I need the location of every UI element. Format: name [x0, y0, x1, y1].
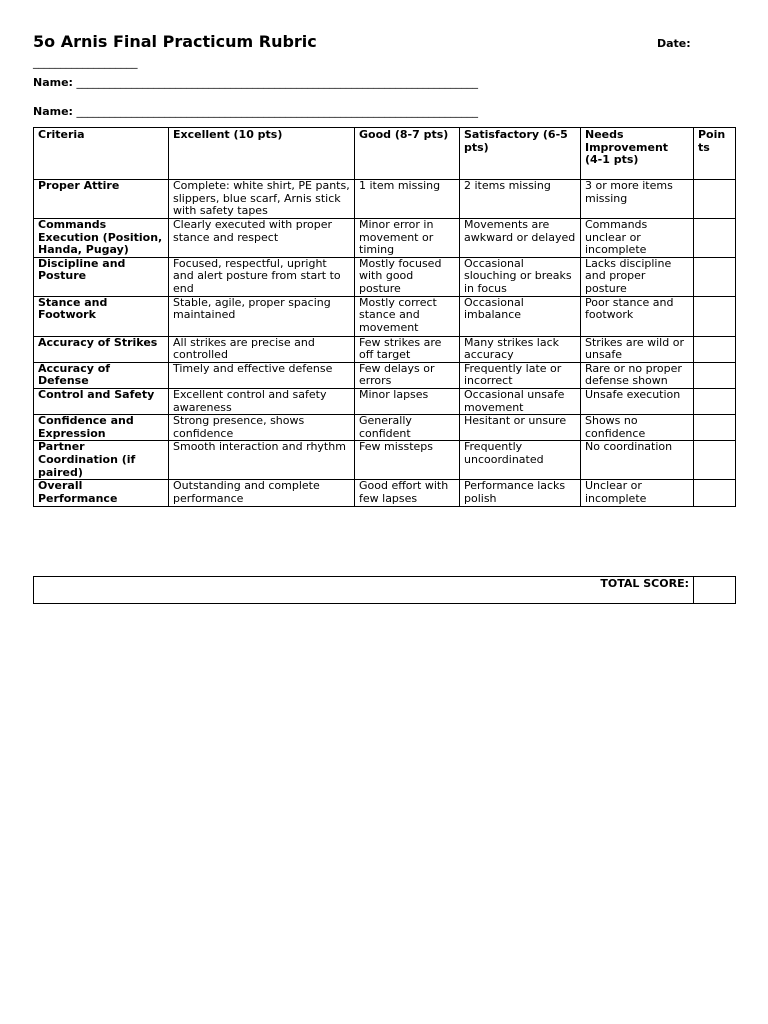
satisfactory-cell: Occasional unsafe movement: [460, 388, 581, 414]
criteria-cell: Confidence and Expression: [34, 415, 169, 441]
satisfactory-cell: Performance lacks polish: [460, 480, 581, 507]
total-score-label: TOTAL SCORE:: [34, 577, 694, 604]
needs-improvement-cell: Poor stance and footwork: [581, 296, 694, 336]
good-cell: Mostly correct stance and movement: [355, 296, 460, 336]
points-cell[interactable]: [694, 388, 736, 414]
points-cell[interactable]: [694, 180, 736, 219]
points-cell[interactable]: [694, 336, 736, 362]
good-cell: Mostly focused with good posture: [355, 257, 460, 296]
rubric-row: [34, 415, 736, 441]
excellent-cell: All strikes are precise and controlled: [169, 336, 355, 362]
rubric-table: [33, 127, 736, 507]
excellent-cell: Timely and effective defense: [169, 362, 355, 388]
criteria-cell: Commands Execution (Position, Handa, Pugay): [34, 219, 169, 258]
excellent-cell: Focused, respectful, upright and alert posture from start to end: [169, 257, 355, 296]
excellent-cell: Stable, agile, proper spacing maintained: [169, 296, 355, 336]
rubric-row: [34, 257, 736, 296]
criteria-cell: Control and Safety: [34, 388, 169, 414]
points-cell[interactable]: [694, 362, 736, 388]
header-row: [34, 128, 736, 180]
criteria-cell: Stance and Footwork: [34, 296, 169, 336]
name-blank-line[interactable]: _________________________________________________________________________: [76, 76, 478, 89]
satisfactory-cell: Frequently uncoordinated: [460, 441, 581, 480]
good-cell: Minor error in movement or timing: [355, 219, 460, 258]
date-label: Date:: [657, 37, 691, 50]
good-cell: Few missteps: [355, 441, 460, 480]
column-header-good: Good (8-7 pts): [355, 128, 460, 180]
criteria-cell: Proper Attire: [34, 180, 169, 219]
satisfactory-cell: Occasional imbalance: [460, 296, 581, 336]
satisfactory-cell: Hesitant or unsure: [460, 415, 581, 441]
name-row-2: [33, 105, 478, 118]
satisfactory-cell: Frequently late or incorrect: [460, 362, 581, 388]
name-blank-line[interactable]: _________________________________________________________________________: [76, 105, 478, 118]
good-cell: 1 item missing: [355, 180, 460, 219]
column-header-satisfactory: Satisfactory (6-5 pts): [460, 128, 581, 180]
name-label: Name:: [33, 76, 73, 89]
good-cell: Generally confident: [355, 415, 460, 441]
good-cell: Good effort with few lapses: [355, 480, 460, 507]
points-cell[interactable]: [694, 415, 736, 441]
column-header-criteria: Criteria: [34, 128, 169, 180]
rubric-row: [34, 296, 736, 336]
points-cell[interactable]: [694, 257, 736, 296]
column-header-points: Poin ts: [694, 128, 736, 180]
total-score-cell[interactable]: [694, 577, 736, 604]
satisfactory-cell: Movements are awkward or delayed: [460, 219, 581, 258]
criteria-cell: Accuracy of Strikes: [34, 336, 169, 362]
satisfactory-cell: Occasional slouching or breaks in focus: [460, 257, 581, 296]
rubric-row: [34, 362, 736, 388]
total-score-row: [34, 577, 736, 604]
needs-improvement-cell: Commands unclear or incomplete: [581, 219, 694, 258]
criteria-cell: Partner Coordination (if paired): [34, 441, 169, 480]
page-title: 5o Arnis Final Practicum Rubric: [33, 32, 317, 51]
satisfactory-cell: Many strikes lack accuracy: [460, 336, 581, 362]
satisfactory-cell: 2 items missing: [460, 180, 581, 219]
criteria-cell: Discipline and Posture: [34, 257, 169, 296]
needs-improvement-cell: Unsafe execution: [581, 388, 694, 414]
needs-improvement-cell: No coordination: [581, 441, 694, 480]
good-cell: Few delays or errors: [355, 362, 460, 388]
good-cell: Minor lapses: [355, 388, 460, 414]
excellent-cell: Complete: white shirt, PE pants, slippers, blue scarf, Arnis stick with safety tapes: [169, 180, 355, 219]
excellent-cell: Smooth interaction and rhythm: [169, 441, 355, 480]
needs-improvement-cell: Lacks discipline and proper posture: [581, 257, 694, 296]
total-score-table: [33, 576, 736, 604]
points-cell[interactable]: [694, 296, 736, 336]
points-cell[interactable]: [694, 219, 736, 258]
needs-improvement-cell: Unclear or incomplete: [581, 480, 694, 507]
date-blank-line[interactable]: ___________________: [33, 56, 138, 69]
excellent-cell: Strong presence, shows confidence: [169, 415, 355, 441]
excellent-cell: Outstanding and complete performance: [169, 480, 355, 507]
name-label: Name:: [33, 105, 73, 118]
good-cell: Few strikes are off target: [355, 336, 460, 362]
excellent-cell: Excellent control and safety awareness: [169, 388, 355, 414]
rubric-row: [34, 480, 736, 507]
rubric-row: [34, 388, 736, 414]
points-cell[interactable]: [694, 441, 736, 480]
points-cell[interactable]: [694, 480, 736, 507]
name-row-1: [33, 76, 478, 89]
needs-improvement-cell: 3 or more items missing: [581, 180, 694, 219]
rubric-row: [34, 180, 736, 219]
rubric-row: [34, 336, 736, 362]
needs-improvement-cell: Strikes are wild or unsafe: [581, 336, 694, 362]
column-header-excellent: Excellent (10 pts): [169, 128, 355, 180]
criteria-cell: Overall Performance: [34, 480, 169, 507]
criteria-cell: Accuracy of Defense: [34, 362, 169, 388]
rubric-row: [34, 219, 736, 258]
needs-improvement-cell: Shows no confidence: [581, 415, 694, 441]
needs-improvement-cell: Rare or no proper defense shown: [581, 362, 694, 388]
excellent-cell: Clearly executed with proper stance and respect: [169, 219, 355, 258]
rubric-row: [34, 441, 736, 480]
column-header-needs-improvement: Needs Improvement (4-1 pts): [581, 128, 694, 180]
